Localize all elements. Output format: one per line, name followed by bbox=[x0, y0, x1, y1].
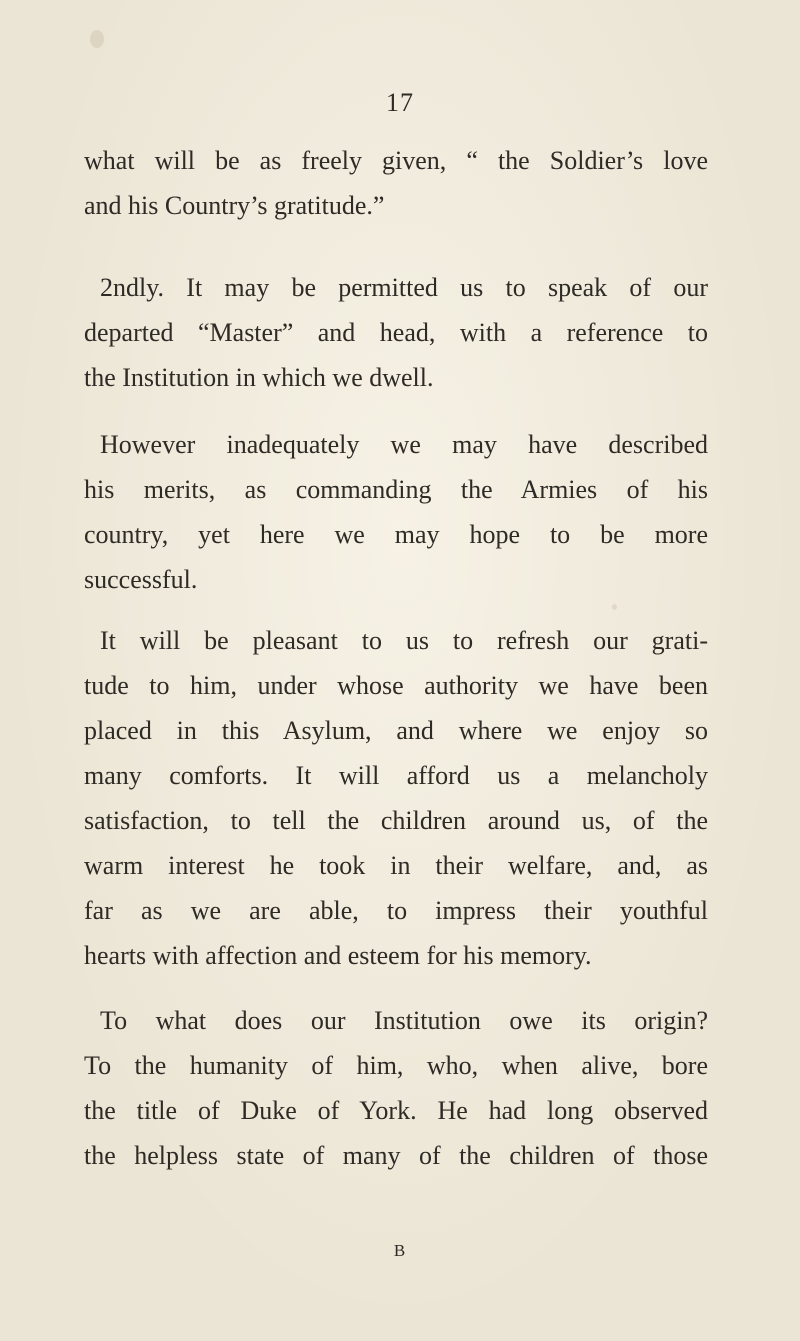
text-line: placed in this Asylum, and where we enjoy so bbox=[84, 716, 708, 745]
text-line: hearts with affection and esteem for his memory. bbox=[84, 941, 592, 970]
text-line: the Institution in which we dwell. bbox=[84, 363, 434, 392]
text-line: country, yet here we may hope to be more bbox=[84, 520, 708, 549]
text-line: and his Country’s gratitude.” bbox=[84, 191, 385, 220]
text-line: what will be as freely given, “ the Soldier’s love bbox=[84, 146, 708, 175]
text-line: tude to him, under whose authority we have been bbox=[84, 671, 708, 700]
text-line: warm interest he took in their welfare, and, as bbox=[84, 851, 708, 880]
paragraph-3 bbox=[84, 422, 708, 602]
paragraph-4 bbox=[84, 618, 708, 978]
text-line: successful. bbox=[84, 565, 198, 594]
text-line: 2ndly. It may be permitted us to speak of our bbox=[100, 273, 708, 302]
text-line: the title of Duke of York. He had long observed bbox=[84, 1096, 708, 1125]
paragraph-1 bbox=[84, 138, 708, 228]
signature-mark: B bbox=[393, 1241, 407, 1260]
text-line: satisfaction, to tell the children around us, of the bbox=[84, 806, 708, 835]
text-line: It will be pleasant to us to refresh our grati- bbox=[100, 626, 708, 655]
paragraph-2 bbox=[84, 265, 708, 400]
text-line: To what does our Institution owe its origin? bbox=[100, 1006, 708, 1035]
text-line: To the humanity of him, who, when alive, bore bbox=[84, 1051, 708, 1080]
paragraph-5 bbox=[84, 998, 708, 1178]
paper-stain bbox=[612, 604, 617, 610]
text-line: the helpless state of many of the children of those bbox=[84, 1141, 708, 1170]
text-line: departed “Master” and head, with a reference to bbox=[84, 318, 708, 347]
page-number: 17 bbox=[386, 88, 414, 117]
text-line: many comforts. It will afford us a melancholy bbox=[84, 761, 708, 790]
text-line: However inadequately we may have described bbox=[100, 430, 708, 459]
text-line: far as we are able, to impress their youthful bbox=[84, 896, 708, 925]
text-line: his merits, as commanding the Armies of his bbox=[84, 475, 708, 504]
paper-stain bbox=[90, 30, 104, 48]
